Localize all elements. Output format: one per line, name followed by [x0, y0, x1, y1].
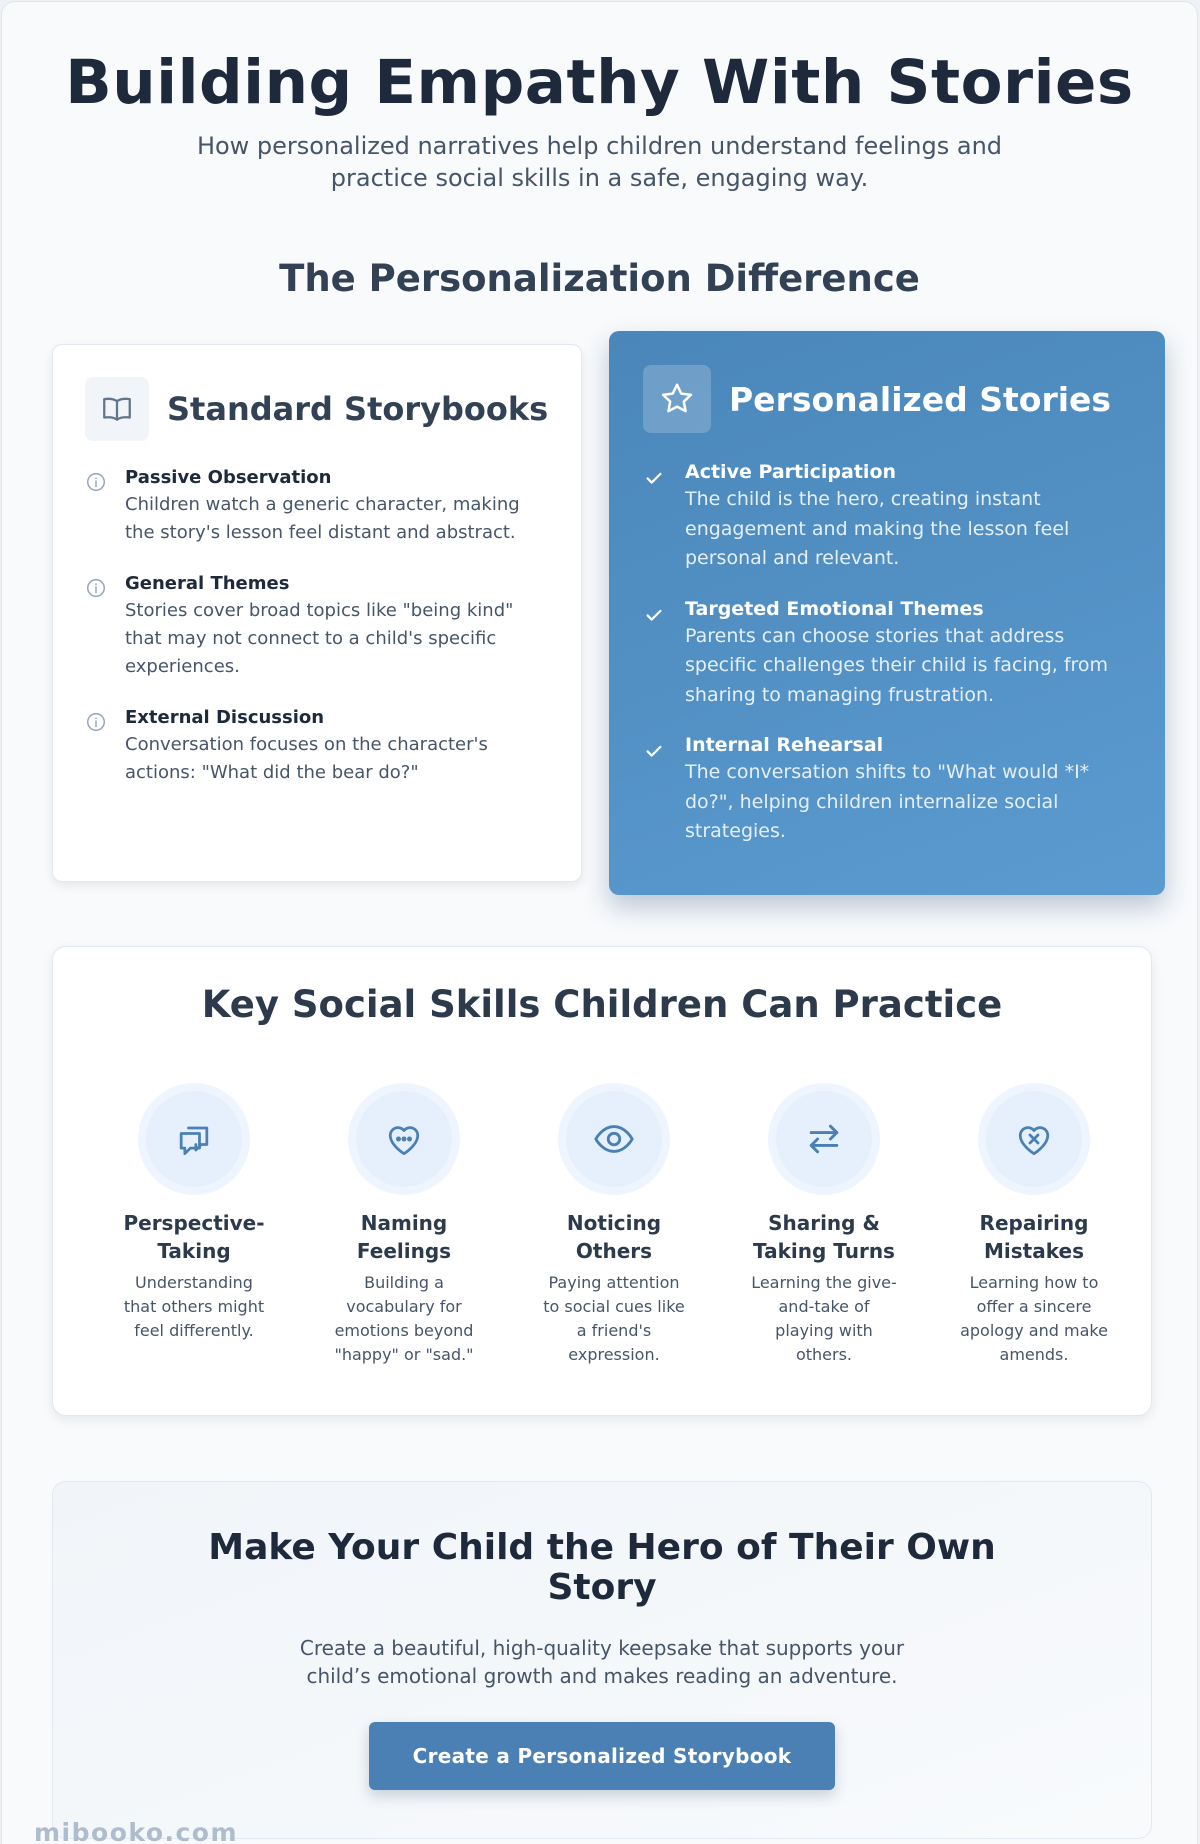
item-title: Active Participation [685, 461, 897, 483]
page-subtitle: How personalized narratives help children understand feelings and practice social skills in a safe, engaging way. [196, 132, 1003, 192]
skills-row [89, 1083, 1139, 1367]
personalized-items-list [643, 461, 1131, 847]
standard-items-list [85, 467, 549, 787]
card-header [85, 377, 549, 441]
info-icon [85, 707, 125, 787]
item-title: Passive Observation [125, 467, 332, 488]
swap-arrows-icon [776, 1091, 872, 1187]
list-item [85, 707, 549, 787]
info-icon [85, 467, 125, 547]
item-title: General Themes [125, 573, 290, 594]
skill-item-noticing-others [509, 1083, 719, 1367]
page-title: Building Empathy With Stories [65, 47, 1134, 118]
personalized-card-title: Personalized Stories [729, 379, 1112, 419]
watermark: mibooko.com [34, 1818, 239, 1844]
item-desc: Stories cover broad topics like "being kind" that may not connect to a child's specific experiences. [125, 600, 514, 677]
skill-desc: Understanding that others might feel differently. [123, 1273, 265, 1340]
item-title: Internal Rehearsal [685, 734, 884, 756]
social-skills-section [52, 946, 1152, 1416]
skill-item-repairing-mistakes [929, 1083, 1139, 1367]
skill-desc: Learning how to offer a sincere apology and make amends. [960, 1273, 1108, 1364]
skill-desc: Learning the give-and-take of playing with others. [751, 1273, 897, 1364]
skill-title: Sharing & Taking Turns [753, 1211, 895, 1263]
skill-title: Repairing Mistakes [979, 1211, 1089, 1263]
item-desc: The conversation shifts to "What would *I* do?", helping children internalize social strategies. [685, 761, 1090, 842]
standard-card-title: Standard Storybooks [167, 390, 549, 428]
personalized-stories-card [609, 331, 1165, 895]
list-item [85, 467, 549, 547]
card-header [643, 365, 1131, 433]
page-container [1, 1, 1198, 1844]
eye-icon [566, 1091, 662, 1187]
cta-title: Make Your Child the Hero of Their Own Story [208, 1527, 996, 1608]
check-icon [643, 734, 685, 847]
list-item [643, 734, 1131, 847]
item-desc: Children watch a generic character, making the story's lesson feel distant and abstract. [125, 494, 520, 543]
skill-title: Naming Feelings [356, 1211, 452, 1263]
check-icon [643, 461, 685, 574]
cta-section [52, 1481, 1152, 1839]
comparison-section-title: The Personalization Difference [279, 257, 920, 300]
skills-section-title: Key Social Skills Children Can Practice [201, 983, 1003, 1026]
skill-title: Noticing Others [566, 1211, 662, 1263]
page-header [2, 2, 1197, 194]
item-title: External Discussion [125, 707, 325, 728]
standard-storybooks-card [52, 344, 582, 882]
item-desc: The child is the hero, creating instant engagement and making the lesson feel personal and relevant. [685, 488, 1070, 569]
create-storybook-button[interactable]: Create a Personalized Storybook [369, 1722, 835, 1790]
speech-bubbles-icon [146, 1091, 242, 1187]
heart-icon [356, 1091, 452, 1187]
heart-x-icon [986, 1091, 1082, 1187]
skill-desc: Building a vocabulary for emotions beyond "happy" or "sad." [334, 1273, 474, 1364]
list-item [85, 573, 549, 681]
list-item [643, 461, 1131, 574]
info-icon [85, 573, 125, 681]
star-icon [643, 365, 711, 433]
skill-item-sharing-taking-turns [719, 1083, 929, 1367]
check-icon [643, 598, 685, 711]
skill-item-naming-feelings [299, 1083, 509, 1367]
skill-title: Perspective-Taking [123, 1211, 265, 1263]
skill-item-perspective-taking [89, 1083, 299, 1367]
item-title: Targeted Emotional Themes [685, 597, 984, 620]
item-desc: Parents can choose stories that address specific challenges their child is facing, from sharing to managing frustration. [685, 624, 1109, 706]
cta-description: Create a beautiful, high-quality keepsake that supports your child’s emotional growth and makes reading an adventure. [299, 1636, 905, 1688]
list-item [643, 598, 1131, 711]
book-icon [85, 377, 149, 441]
skill-desc: Paying attention to social cues like a friend's expression. [543, 1273, 685, 1364]
item-desc: Conversation focuses on the character's actions: "What did the bear do?" [125, 734, 488, 783]
